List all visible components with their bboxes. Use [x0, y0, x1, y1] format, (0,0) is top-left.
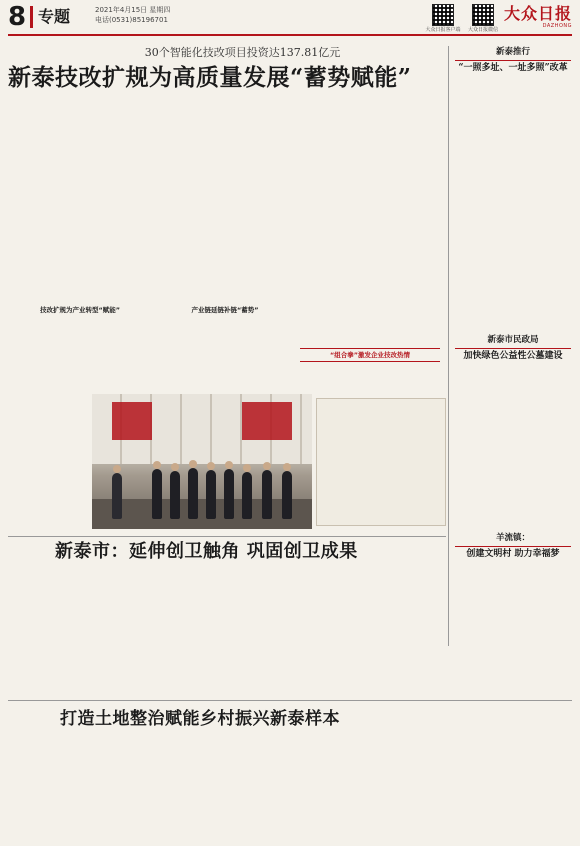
page-number-divider — [30, 6, 33, 28]
article1-column-3b — [300, 364, 440, 390]
article3-column-4 — [289, 748, 377, 840]
right-block1-body — [455, 86, 571, 314]
article3-column-3 — [196, 748, 284, 840]
photo-person — [112, 473, 122, 519]
article3-headline[interactable]: 打造土地整治赋能乡村振兴新泰样本 — [60, 709, 340, 729]
article1-column-3 — [300, 110, 440, 346]
article3-column-6 — [475, 748, 571, 840]
photo-floor — [92, 499, 312, 529]
masthead — [0, 0, 580, 34]
right-block2-section: 新泰市民政局 — [455, 334, 571, 349]
article1-boxed-subhead: “组合拳”激发企业技改热情 — [300, 348, 440, 362]
photo-person — [188, 468, 198, 519]
newspaper-logo: 大众日报 — [503, 4, 572, 23]
qr-label-wechat: 大众日报微信 — [467, 27, 498, 33]
article2-headline[interactable]: 新泰市：延伸创卫触角 巩固创卫成果 — [55, 541, 358, 562]
photo-person — [170, 471, 180, 519]
qr-code-icon[interactable] — [472, 4, 494, 26]
photo-red-panel — [112, 402, 152, 440]
article3-column-1 — [10, 748, 98, 840]
article2-column-3 — [184, 578, 266, 696]
right-column-divider — [448, 46, 449, 646]
article1-column-2 — [155, 110, 295, 306]
article1-kicker: 30个智能化技改项目投资达137.81亿元 — [144, 46, 341, 59]
news-photo[interactable] — [92, 394, 312, 529]
right-block1-section: 新泰推行 — [455, 46, 571, 61]
article3-rule — [8, 700, 572, 701]
article2-column-5 — [358, 578, 444, 696]
article1-headline[interactable]: 新泰技改扩规为高质量发展“蓄势赋能” — [8, 64, 412, 91]
right-block3-body — [455, 572, 571, 694]
right-block3-section: 羊流镇： — [455, 532, 571, 547]
right-block2-headline[interactable]: 加快绿色公益性公墓建设 — [463, 351, 563, 361]
article2-column-4 — [271, 578, 353, 696]
article3-column-2 — [103, 748, 191, 840]
issue-phone: 电话(0531)85196701 — [95, 16, 168, 24]
article2-column-2 — [97, 578, 179, 696]
photo-person — [242, 472, 252, 519]
article1-column-2b — [155, 318, 295, 388]
photo-person — [282, 471, 292, 519]
photo-person — [152, 469, 162, 519]
qr-code-icon[interactable] — [432, 4, 454, 26]
qr-label-app: 大众日报客户端 — [425, 27, 461, 33]
photo-red-panel — [242, 402, 292, 440]
article2-column-1 — [10, 578, 92, 696]
photo-person — [262, 470, 272, 519]
right-block2-body — [455, 374, 571, 524]
article1-subhead-1: 技改扩规为产业转型“赋能” — [39, 306, 121, 314]
article2-rule — [8, 536, 446, 537]
issue-meta — [95, 5, 170, 25]
photo-caption-box — [316, 398, 446, 526]
article1-column-1 — [10, 110, 150, 306]
article1-column-1b — [10, 318, 150, 388]
article1-subhead-2: 产业链延链补链“蓄势” — [191, 306, 259, 314]
issue-date: 2021年4月15日 星期四 — [95, 6, 171, 14]
photo-person — [206, 470, 216, 519]
masthead-rule — [8, 34, 572, 36]
newspaper-logo-sub: DAZHONG — [542, 23, 572, 29]
right-block1-headline[interactable]: “一照多址、一址多照”改革 — [458, 63, 568, 73]
article3-column-5 — [382, 748, 470, 840]
right-block3-headline[interactable]: 创建文明村 助力幸福梦 — [466, 549, 560, 559]
page-number: 8 — [8, 2, 27, 32]
section-name: 专题 — [38, 7, 71, 26]
photo-person — [224, 469, 234, 519]
